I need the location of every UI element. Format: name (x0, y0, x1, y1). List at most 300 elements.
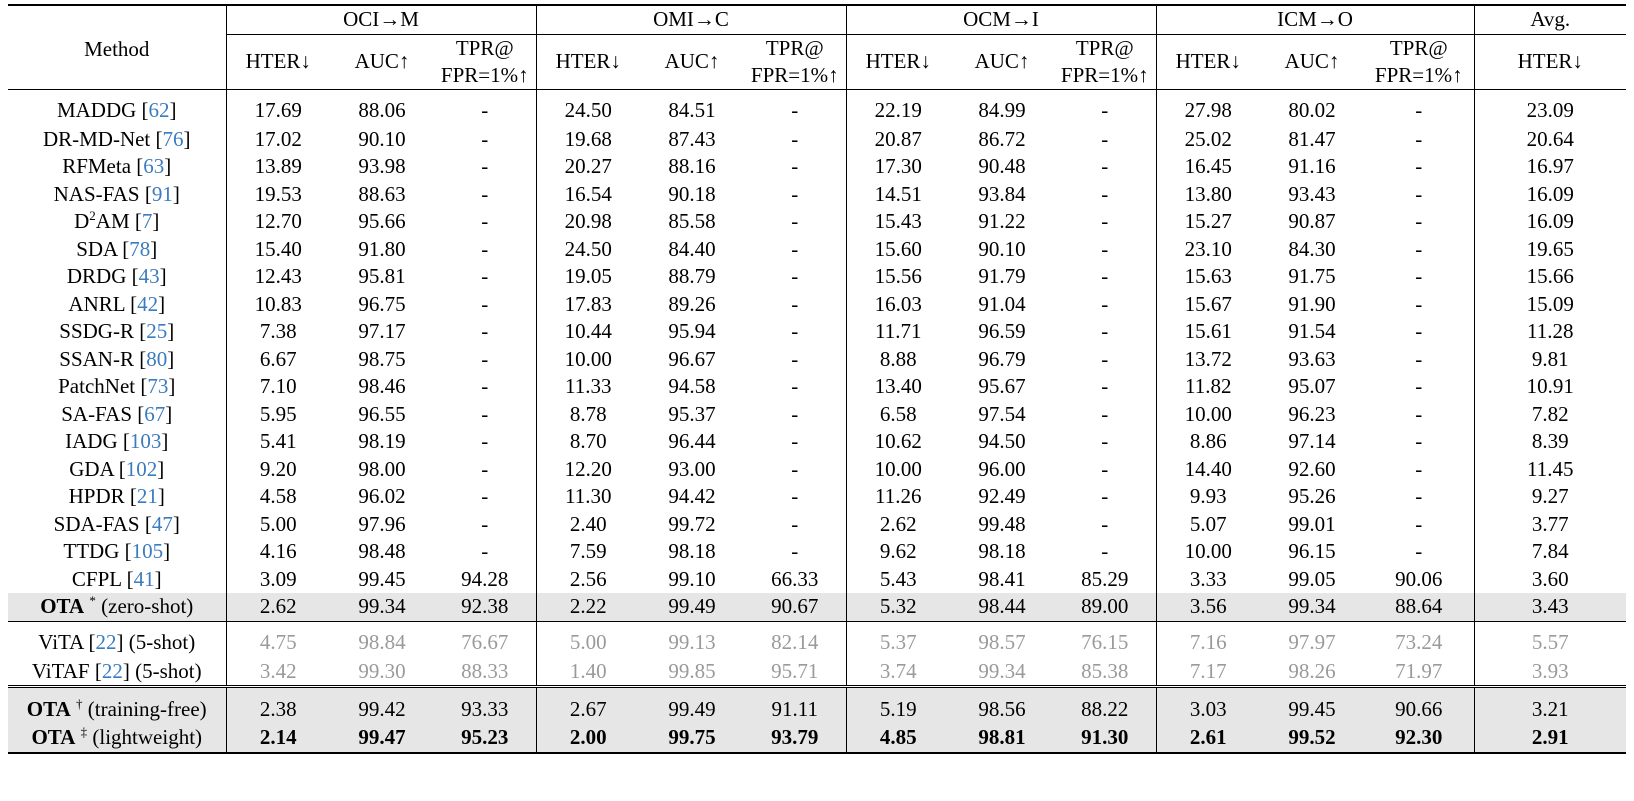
table-cell: 96.79 (978, 346, 1026, 371)
table-cell: 82.14 (744, 621, 846, 658)
table-cell: 99.30 (358, 658, 406, 683)
table-cell: 5.57 (1474, 621, 1626, 658)
table-cell: 9.20 (226, 456, 330, 484)
table-cell: 98.48 (358, 539, 406, 564)
table-cell: 9.93 (1156, 483, 1260, 511)
method-name (8, 593, 226, 621)
table-cell: 4.85 (846, 724, 950, 753)
table-cell: 13.40 (846, 373, 950, 401)
table-cell: 98.18 (978, 539, 1026, 564)
table-cell: 11.33 (536, 373, 640, 401)
table-cell: 16.97 (1474, 153, 1626, 181)
table-cell: - (1415, 456, 1423, 481)
table-cell: 16.09 (1474, 208, 1626, 236)
method-note: (5-shot) (135, 658, 202, 683)
table-cell: 90.67 (744, 593, 846, 621)
table-cell: 23.10 (1156, 236, 1260, 264)
table-cell: 91.11 (744, 687, 846, 725)
table-cell: 91.90 (1288, 291, 1336, 316)
table-cell: 95.07 (1288, 374, 1336, 399)
table-cell: - (1101, 484, 1109, 509)
table-cell: 20.87 (846, 126, 950, 154)
citation-link: 91 (151, 181, 173, 206)
table-cell: 99.45 (358, 566, 406, 591)
method-label: NAS-FAS (53, 181, 140, 206)
metric-header-hter: HTER↓ (226, 34, 330, 89)
table-cell: 15.09 (1474, 291, 1626, 319)
table-row-fewshot (8, 621, 1626, 658)
method-label: RFMeta (62, 154, 132, 179)
table-row (8, 511, 1626, 539)
table-cell: 3.77 (1474, 511, 1626, 539)
table-cell: 96.23 (1288, 401, 1336, 426)
table-cell: 94.42 (668, 484, 716, 509)
table-cell: 94.28 (461, 566, 509, 591)
table-cell: 10.00 (1156, 401, 1260, 429)
table-cell: 99.45 (1260, 687, 1364, 725)
table-cell: 92.60 (1288, 456, 1336, 481)
table-cell: 90.10 (358, 126, 406, 151)
table-cell: 8.70 (536, 428, 640, 456)
table-cell: 99.48 (978, 511, 1026, 536)
table-cell: 6.58 (846, 401, 950, 429)
table-row-ota (8, 724, 1626, 753)
table-cell: 2.62 (846, 511, 950, 539)
table-cell: 16.54 (536, 181, 640, 209)
table-cell: 97.97 (1260, 621, 1364, 658)
table-cell: - (481, 264, 489, 289)
method-name: ViTA [22] (5-shot) (8, 621, 226, 658)
method-label: ViTA (38, 630, 84, 654)
superscript: 2 (89, 208, 96, 224)
table-cell: 25.02 (1156, 126, 1260, 154)
table-cell: 12.70 (226, 208, 330, 236)
method-label: OTA (31, 725, 76, 750)
metric-header-auc: AUC↑ (974, 49, 1030, 73)
table-cell: 98.41 (978, 566, 1026, 591)
citation-link: 105 (131, 539, 164, 564)
table-cell: - (791, 456, 799, 481)
table-cell: - (481, 181, 489, 206)
table-cell: 2.62 (226, 593, 330, 621)
table-cell: 96.15 (1288, 539, 1336, 564)
table-cell: 7.17 (1156, 658, 1260, 687)
table-cell: - (791, 401, 799, 426)
table-cell: 93.98 (358, 154, 406, 179)
table-row-ota (8, 687, 1626, 725)
method-label: SDA-FAS (53, 511, 140, 536)
table-cell: - (1364, 89, 1474, 126)
citation-link: 102 (125, 456, 158, 481)
table-cell: 96.00 (978, 456, 1026, 481)
table-cell: 91.75 (1288, 264, 1336, 289)
table-cell: 10.44 (536, 318, 640, 346)
table-cell: - (1415, 346, 1423, 371)
table-cell: 2.14 (226, 724, 330, 753)
table-cell: 91.22 (978, 209, 1026, 234)
table-cell: 7.38 (226, 318, 330, 346)
table-cell: - (1101, 126, 1109, 151)
method-name: CFPL [41] (71, 566, 162, 591)
table-cell: 9.62 (846, 538, 950, 566)
table-cell: - (1415, 429, 1423, 454)
metric-header-tpr: TPR@ FPR=1%↑ (1374, 35, 1463, 87)
table-cell: 7.16 (1156, 621, 1260, 658)
method-name: HPDR [21] (68, 484, 165, 509)
table-cell: 1.40 (536, 658, 640, 687)
table-cell: 93.79 (744, 724, 846, 753)
table-cell: 14.51 (846, 181, 950, 209)
table-cell: - (481, 484, 489, 509)
table-cell: - (791, 539, 799, 564)
table-cell: 87.43 (668, 126, 716, 151)
table-cell: 95.66 (358, 209, 406, 234)
metric-header-tpr: TPR@ FPR=1%↑ (750, 35, 839, 87)
table-cell: 15.61 (1156, 318, 1260, 346)
table-cell: 99.34 (978, 658, 1026, 683)
metric-header-hter: HTER↓ (846, 34, 950, 89)
table-cell: 96.02 (358, 484, 406, 509)
table-cell: 99.42 (330, 687, 434, 725)
table-cell: 11.45 (1474, 456, 1626, 484)
table-cell: - (1101, 346, 1109, 371)
table-cell: - (791, 429, 799, 454)
table-cell: 4.16 (226, 538, 330, 566)
table-cell: - (481, 456, 489, 481)
method-name: ViTAF [22] (5-shot) (31, 658, 202, 683)
table-cell: 4.58 (226, 483, 330, 511)
table-cell: - (1101, 154, 1109, 179)
table-cell: - (481, 154, 489, 179)
table-cell: 94.58 (668, 374, 716, 399)
method-note: (lightweight) (92, 725, 203, 750)
table-cell: 96.75 (358, 291, 406, 316)
method-name: SA-FAS [67] (61, 401, 173, 426)
table-cell: 99.72 (668, 511, 716, 536)
table-cell: 5.07 (1156, 511, 1260, 539)
table-cell: 2.56 (536, 566, 640, 594)
table-cell: 98.75 (358, 346, 406, 371)
table-cell: 3.74 (846, 658, 950, 687)
citation-link: 43 (138, 264, 160, 289)
table-cell: 91.79 (978, 264, 1026, 289)
method-name: ANRL [42] (68, 291, 166, 316)
citation-link: 63 (143, 154, 165, 179)
table-row (8, 126, 1626, 154)
metric-header-tpr: TPR@ FPR=1%↑ (1060, 35, 1149, 87)
method-name: DRDG [43] (66, 264, 167, 289)
table-cell: 92.30 (1364, 724, 1474, 753)
table-cell: - (791, 291, 799, 316)
table-cell: - (481, 511, 489, 536)
table-cell: 88.16 (668, 154, 716, 179)
table-cell: 15.40 (226, 236, 330, 264)
table-cell: 27.98 (1156, 89, 1260, 126)
table-cell: - (481, 319, 489, 344)
method-name: DR-MD-Net [76] (42, 126, 191, 151)
table-cell: 97.14 (1288, 429, 1336, 454)
table-cell: 16.09 (1474, 181, 1626, 209)
variant-mark: † (76, 695, 83, 711)
table-cell: - (1101, 319, 1109, 344)
table-cell: 17.02 (226, 126, 330, 154)
citation-link: 78 (129, 236, 151, 261)
table-cell: - (791, 209, 799, 234)
table-cell: - (1415, 401, 1423, 426)
method-header: Method (8, 5, 226, 89)
table-cell: - (1415, 181, 1423, 206)
table-cell: 5.95 (226, 401, 330, 429)
table-cell: 91.04 (978, 291, 1026, 316)
avg-header: Avg. (1474, 5, 1626, 34)
table-cell: 99.13 (640, 621, 744, 658)
table-cell: - (1415, 291, 1423, 316)
table-cell: 85.58 (668, 209, 716, 234)
method-name: SDA [78] (76, 236, 158, 261)
group-header-ocm-i: OCM→I (846, 5, 1156, 34)
table-cell: 14.40 (1156, 456, 1260, 484)
table-cell: 13.80 (1156, 181, 1260, 209)
table-cell: 99.75 (640, 724, 744, 753)
group-header-omi-c: OMI→C (536, 5, 846, 34)
table-cell: 91.54 (1288, 319, 1336, 344)
table-cell: 99.85 (668, 658, 716, 683)
metric-header-tpr: TPR@ FPR=1%↑ (440, 35, 529, 87)
table-cell: 20.27 (536, 153, 640, 181)
table-cell: 6.67 (226, 346, 330, 374)
results-table (8, 4, 1626, 754)
table-row (8, 181, 1626, 209)
citation-link: 7 (141, 209, 153, 234)
table-cell: 98.46 (358, 374, 406, 399)
table-cell: - (481, 291, 489, 316)
table-cell: 96.67 (668, 346, 716, 371)
table-cell: 11.28 (1474, 318, 1626, 346)
method-note: (training-free) (87, 696, 207, 721)
table-cell: 94.50 (978, 429, 1026, 454)
table-cell: 95.81 (358, 264, 406, 289)
citation-link: 22 (101, 658, 123, 683)
table-cell: - (481, 236, 489, 261)
table-cell: 10.62 (846, 428, 950, 456)
table-cell: 10.83 (226, 291, 330, 319)
table-cell: - (1415, 154, 1423, 179)
metric-header-auc: AUC↑ (664, 49, 720, 73)
citation-link: 103 (129, 429, 162, 454)
metric-header-auc: AUC↑ (1284, 49, 1340, 73)
table-row (8, 291, 1626, 319)
table-cell: - (791, 346, 799, 371)
table-cell: 86.72 (978, 126, 1026, 151)
table-cell: 2.40 (536, 511, 640, 539)
table-cell: 3.43 (1474, 593, 1626, 621)
table-cell: 76.67 (434, 621, 536, 658)
table-cell: 5.41 (226, 428, 330, 456)
table-cell: 12.20 (536, 456, 640, 484)
table-cell: 16.45 (1156, 153, 1260, 181)
table-row (8, 428, 1626, 456)
method-label: PatchNet (58, 374, 136, 399)
table-cell: 90.18 (668, 181, 716, 206)
method-label: GDA (69, 456, 114, 481)
table-cell: - (1415, 209, 1423, 234)
table-cell: 15.43 (846, 208, 950, 236)
table-cell: 7.84 (1474, 538, 1626, 566)
table-cell: 90.87 (1288, 209, 1336, 234)
method-label: DR-MD-Net (42, 126, 151, 151)
method-note: (5-shot) (128, 630, 196, 654)
table-cell: 99.34 (1260, 593, 1364, 621)
table-cell: 3.42 (226, 658, 330, 687)
method-name: TTDG [105] (63, 539, 171, 564)
metric-header-row (8, 34, 1626, 89)
method-name: MADDG [62] (8, 89, 226, 126)
method-name: SSAN-R [80] (59, 346, 175, 371)
table-cell: 17.69 (226, 89, 330, 126)
method-label: OTA (40, 594, 85, 619)
table-cell: 5.43 (846, 566, 950, 594)
table-cell: 92.49 (978, 484, 1026, 509)
table-cell: 11.30 (536, 483, 640, 511)
table-cell: 13.72 (1156, 346, 1260, 374)
table-cell: 90.66 (1364, 687, 1474, 725)
table-cell: 96.55 (358, 401, 406, 426)
method-label: SSAN-R (59, 346, 134, 371)
method-name (8, 724, 226, 753)
table-cell: - (1101, 374, 1109, 399)
table-cell: 23.09 (1474, 89, 1626, 126)
table-cell: 2.61 (1156, 724, 1260, 753)
variant-mark: * (89, 593, 96, 609)
table-cell: 66.33 (771, 566, 819, 591)
table-cell: - (1101, 264, 1109, 289)
table-cell: 3.33 (1156, 566, 1260, 594)
table-cell: 81.47 (1288, 126, 1336, 151)
method-name: SSDG-R [25] (59, 319, 175, 344)
method-label: SSDG-R (59, 319, 134, 344)
results-body (8, 89, 1626, 753)
method-label: SDA (76, 236, 118, 261)
table-cell: 98.57 (950, 621, 1054, 658)
table-cell: 88.06 (330, 89, 434, 126)
table-cell: 99.10 (668, 566, 716, 591)
table-cell: 98.26 (1288, 658, 1336, 683)
table-cell: 7.10 (226, 373, 330, 401)
citation-link: 22 (95, 630, 117, 654)
metric-header-avg-hter: HTER↓ (1474, 34, 1626, 89)
table-cell: 84.51 (640, 89, 744, 126)
table-row (8, 153, 1626, 181)
table-cell: 5.32 (846, 593, 950, 621)
table-cell: 19.68 (536, 126, 640, 154)
table-cell: - (1415, 236, 1423, 261)
method-name: SDA-FAS [47] (53, 511, 180, 536)
table-cell: 90.10 (978, 236, 1026, 261)
table-cell: 5.00 (226, 511, 330, 539)
citation-link: 42 (137, 291, 159, 316)
table-cell: 3.03 (1156, 687, 1260, 725)
table-cell: - (481, 126, 489, 151)
method-note: (zero-shot) (101, 594, 194, 619)
table-cell: 20.64 (1474, 126, 1626, 154)
table-cell: 15.67 (1156, 291, 1260, 319)
table-cell: - (791, 484, 799, 509)
table-cell: 95.94 (668, 319, 716, 344)
table-row (8, 456, 1626, 484)
table-cell: 98.44 (950, 593, 1054, 621)
table-cell: 99.05 (1288, 566, 1336, 591)
table-cell: 15.60 (846, 236, 950, 264)
table-cell: 98.56 (950, 687, 1054, 725)
table-row (8, 346, 1626, 374)
table-cell: - (791, 264, 799, 289)
metric-header-hter: HTER↓ (536, 34, 640, 89)
table-cell: 15.63 (1156, 263, 1260, 291)
table-cell: 90.48 (978, 154, 1026, 179)
table-row (8, 236, 1626, 264)
table-row (8, 318, 1626, 346)
table-cell: 88.64 (1364, 593, 1474, 621)
table-cell: 4.75 (226, 621, 330, 658)
table-cell: - (1101, 429, 1109, 454)
table-cell: 99.47 (330, 724, 434, 753)
method-label: MADDG (56, 98, 137, 122)
method-name (8, 687, 226, 725)
method-label: TTDG (63, 539, 120, 564)
method-label: HPDR (68, 484, 125, 509)
table-cell: 3.21 (1474, 687, 1626, 725)
method-label: OTA (26, 696, 71, 721)
table-cell: - (1415, 264, 1423, 289)
table-cell: 99.52 (1260, 724, 1364, 753)
table-cell: 15.56 (846, 263, 950, 291)
table-cell: 95.37 (668, 401, 716, 426)
table-cell: 12.43 (226, 263, 330, 291)
table-cell: 11.82 (1156, 373, 1260, 401)
citation-link: 25 (146, 319, 168, 344)
table-cell: 92.38 (434, 593, 536, 621)
table-cell: 17.30 (846, 153, 950, 181)
table-cell: - (1101, 236, 1109, 261)
table-cell: 9.81 (1474, 346, 1626, 374)
table-cell: 98.00 (358, 456, 406, 481)
table-cell: 71.97 (1395, 658, 1443, 683)
table-cell: 8.88 (846, 346, 950, 374)
table-cell: - (791, 236, 799, 261)
table-cell: 8.86 (1156, 428, 1260, 456)
table-row (8, 89, 1626, 126)
method-name: GDA [102] (69, 456, 165, 481)
table-cell: 85.38 (1081, 658, 1129, 683)
citation-link: 80 (146, 346, 168, 371)
table-cell: 10.91 (1474, 373, 1626, 401)
table-cell: 89.00 (1054, 593, 1156, 621)
table-cell: - (1101, 539, 1109, 564)
table-cell: 99.49 (640, 593, 744, 621)
table-cell: 88.33 (461, 658, 509, 683)
table-row (8, 566, 1626, 594)
table-cell: - (481, 209, 489, 234)
table-cell: - (791, 126, 799, 151)
table-cell: - (481, 539, 489, 564)
table-cell: 5.19 (846, 687, 950, 725)
method-name: IADG [103] (65, 429, 169, 454)
table-cell: 93.43 (1288, 181, 1336, 206)
citation-link: 21 (136, 484, 158, 509)
citation-link: 76 (162, 126, 184, 151)
table-cell: 84.30 (1288, 236, 1336, 261)
table-row (8, 483, 1626, 511)
